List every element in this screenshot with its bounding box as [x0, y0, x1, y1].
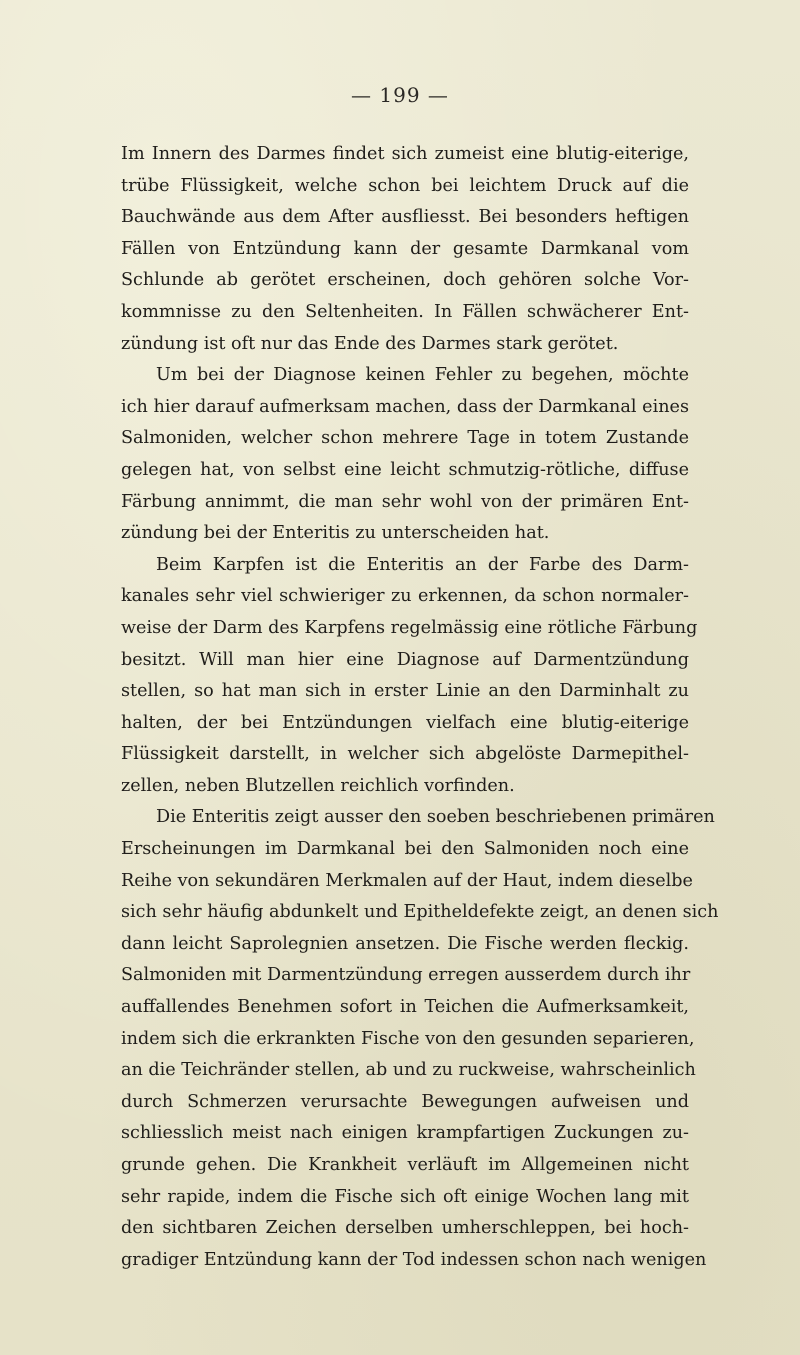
text-line: zündung ist oft nur das Ende des Darmes stark gerötet.: [121, 333, 619, 354]
text-line: halten, der bei Entzündungen vielfach eine blutig-eiterige: [121, 712, 689, 733]
page-number: — 199 —: [351, 83, 449, 107]
paragraph: [121, 360, 689, 550]
text-line: sehr rapide, indem die Fische sich oft einige Wochen lang mit: [121, 1186, 689, 1207]
text-line: Beim Karpfen ist die Enteritis an der Farbe des Darm-: [156, 554, 689, 575]
text-line: indem sich die erkrankten Fische von den gesunden separieren,: [121, 1028, 695, 1049]
text-line: zellen, neben Blutzellen reichlich vorfinden.: [121, 775, 515, 796]
text-line: Salmoniden mit Darmentzündung erregen ausserdem durch ihr: [121, 965, 691, 986]
text-line: Färbung annimmt, die man sehr wohl von der primären Ent-: [121, 491, 689, 512]
text-line: trübe Flüssigkeit, welche schon bei leichtem Druck auf die: [121, 175, 689, 196]
text-line: Flüssigkeit darstellt, in welcher sich abgelöste Darmepithel-: [121, 744, 689, 765]
text-line: weise der Darm des Karpfens regelmässig eine rötliche Färbung: [121, 617, 698, 638]
paragraph: [121, 139, 689, 360]
text-line: Bauchwände aus dem After ausfliesst. Bei besonders heftigen: [121, 207, 689, 228]
text-line: Fällen von Entzündung kann der gesamte Darmkanal vom: [121, 238, 689, 259]
text-line: Reihe von sekundären Merkmalen auf der Haut, indem dieselbe: [121, 870, 693, 891]
text-line: ich hier darauf aufmerksam machen, dass der Darmkanal eines: [121, 396, 689, 417]
text-line: Salmoniden, welcher schon mehrere Tage in totem Zustande: [121, 428, 689, 449]
text-line: an die Teichränder stellen, ab und zu ruckweise, wahrscheinlich: [121, 1060, 696, 1081]
text-line: dann leicht Saprolegnien ansetzen. Die Fische werden fleckig.: [121, 933, 689, 954]
text-line: Um bei der Diagnose keinen Fehler zu begehen, möchte: [156, 365, 689, 386]
text-line: kanales sehr viel schwieriger zu erkennen, da schon normaler-: [121, 586, 689, 607]
text-line: stellen, so hat man sich in erster Linie an den Darminhalt zu: [121, 681, 689, 702]
text-line: zündung bei der Enteritis zu unterscheiden hat.: [121, 523, 550, 544]
text-line: Schlunde ab gerötet erscheinen, doch gehören solche Vor-: [121, 270, 689, 291]
text-line: grunde gehen. Die Krankheit verläuft im Allgemeinen nicht: [121, 1155, 689, 1175]
text-line: sich sehr häufig abdunkelt und Epitheldefekte zeigt, an denen sich: [121, 902, 719, 923]
text-line: den sichtbaren Zeichen derselben umherschleppen, bei hoch-: [121, 1218, 689, 1239]
text-line: besitzt. Will man hier eine Diagnose auf Darmentzündung: [121, 649, 689, 670]
text-line: kommnisse zu den Seltenheiten. In Fällen schwächerer Ent-: [121, 301, 689, 322]
text-line: durch Schmerzen verursachte Bewegungen aufweisen und: [121, 1091, 689, 1112]
paragraph: [121, 550, 698, 803]
paragraph: [121, 802, 719, 1276]
body-text: [121, 139, 719, 1276]
text-line: Im Innern des Darmes findet sich zumeist eine blutig-eiterige,: [121, 144, 689, 164]
text-line: gelegen hat, von selbst eine leicht schmutzig-rötliche, diffuse: [121, 459, 689, 480]
text-line: schliesslich meist nach einigen krampfartigen Zuckungen zu-: [121, 1123, 689, 1144]
text-line: Die Enteritis zeigt ausser den soeben beschriebenen primären: [156, 807, 715, 828]
text-line: gradiger Entzündung kann der Tod indessen schon nach wenigen: [121, 1249, 707, 1270]
text-line: auffallendes Benehmen sofort in Teichen die Aufmerksamkeit,: [121, 997, 689, 1018]
text-line: Erscheinungen im Darmkanal bei den Salmoniden noch eine: [121, 839, 689, 860]
